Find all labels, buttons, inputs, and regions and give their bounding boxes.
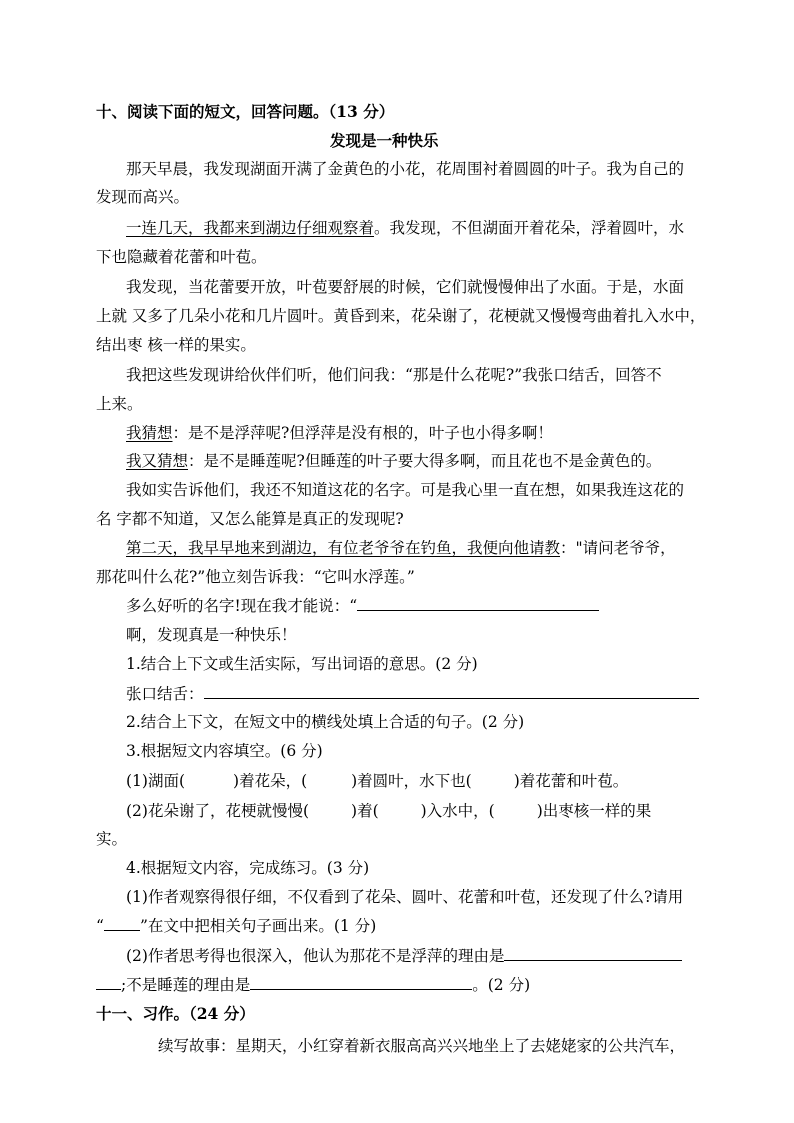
- paragraph-10: 啊，发现真是一种快乐！: [126, 626, 297, 644]
- writing-prompt: 续写故事：星期天，小红穿着新衣服高高兴兴地坐上了去姥姥家的公共汽车，: [158, 1037, 686, 1055]
- section-10-heading: 十、阅读下面的短文，回答问题。（13 分）: [96, 102, 395, 121]
- answer-blank-waterlily[interactable]: [250, 975, 472, 990]
- question-3: 3.根据短文内容填空。(6 分): [126, 742, 323, 760]
- paragraph-9: 多么好听的名字!现在我才能说：“: [126, 596, 599, 616]
- question-2: 2.结合上下文，在短文中的横线处填上合适的句子。(2 分): [126, 713, 525, 731]
- paragraph-5: 我猜想：是不是浮萍呢?但浮萍是没有根的，叶子也小得多啊！: [126, 424, 553, 442]
- answer-blank-duckweed[interactable]: [504, 946, 682, 961]
- answer-blank-duckweed-cont[interactable]: [96, 975, 121, 990]
- answer-blank[interactable]: [204, 684, 699, 699]
- section-11-heading: 十一、习作。（24 分）: [96, 1004, 255, 1023]
- question-1-answer-row: 张口结舌：: [126, 684, 699, 704]
- passage-title: 发现是一种快乐: [330, 131, 439, 150]
- question-4: 4.根据短文内容，完成练习。(3 分): [126, 859, 370, 877]
- paragraph-6: 我又猜想：是不是睡莲呢?但睡莲的叶子要大得多啊，而且花也不是金黄色的。: [126, 452, 662, 470]
- question-1: 1.结合上下文或生活实际，写出词语的意思。(2 分): [126, 655, 478, 673]
- fill-blank-sentence[interactable]: [357, 596, 599, 611]
- question-3-1: (1)湖面( )着花朵，( )着圆叶，水下也( )着花蕾和叶苞。: [126, 772, 629, 790]
- underlined-sentence: 一连几天，我都来到湖边仔细观察着: [126, 219, 375, 237]
